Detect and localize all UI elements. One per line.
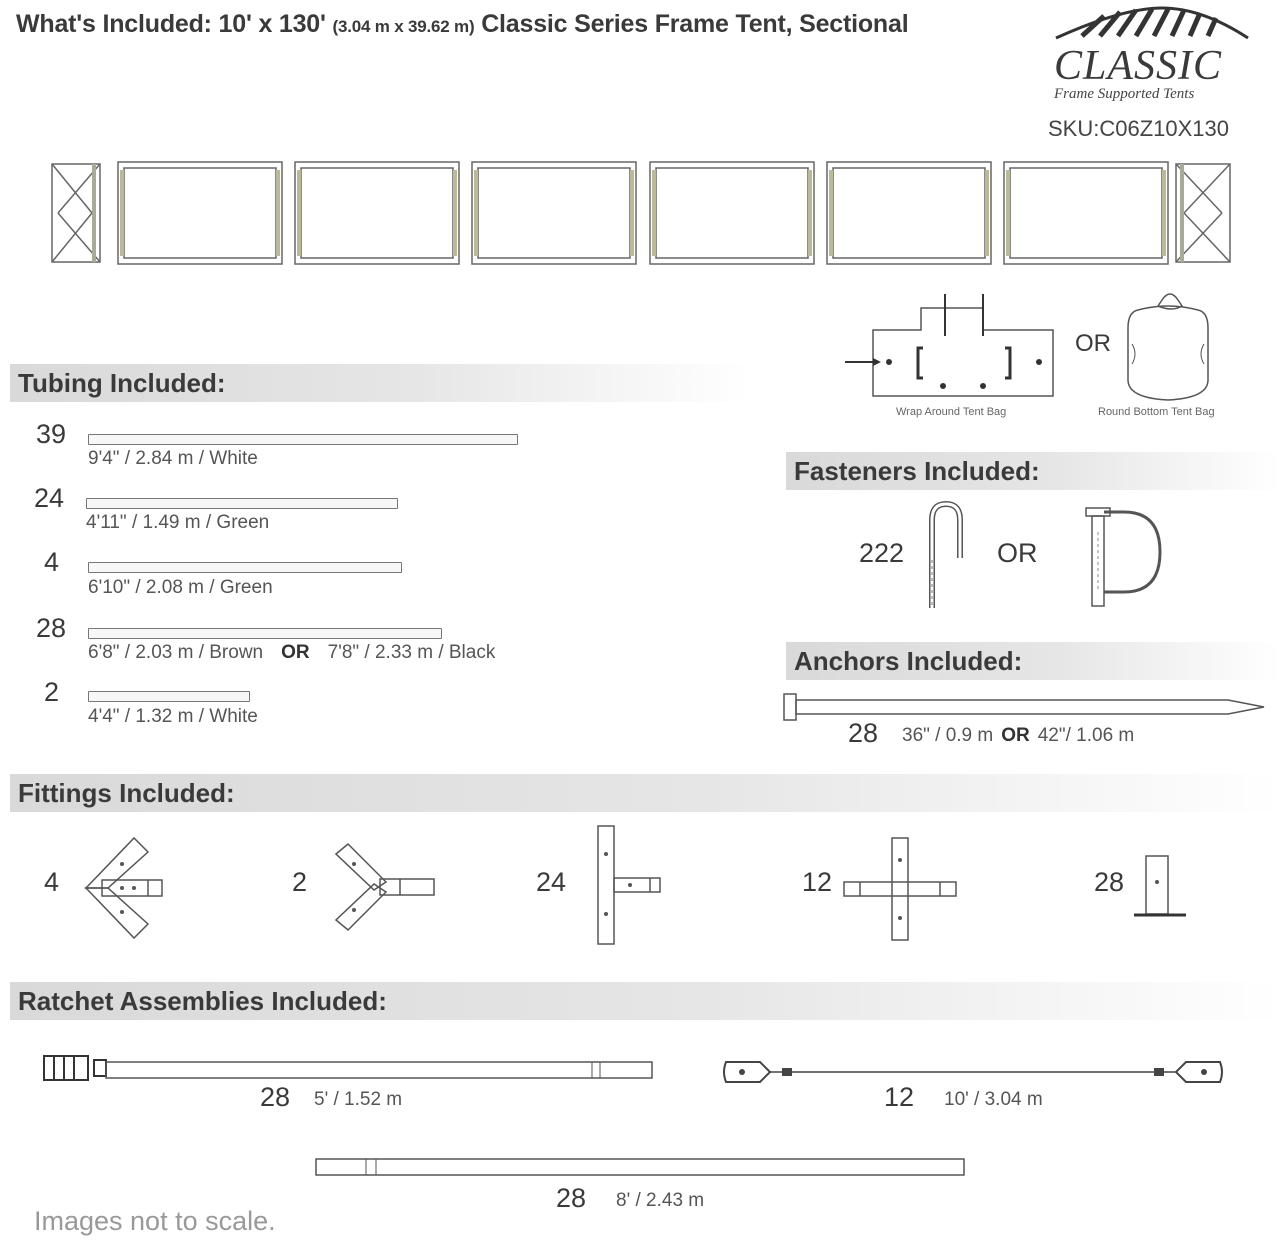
fastener-qty: 222 [859, 538, 905, 568]
tent-logo-icon [1052, 2, 1252, 42]
anchor-sizes: 36" / 0.9 m OR 42"/ 1.06 m [902, 725, 1135, 746]
tent-end-left [52, 164, 100, 262]
tubing-section-header: Tubing Included: [10, 364, 750, 402]
bags-or-label: OR [1075, 330, 1111, 357]
strap-extension-icon [314, 1156, 968, 1180]
ratchets-section-header: Ratchet Assemblies Included: [10, 982, 1280, 1020]
ratchet-qty: 28 [556, 1183, 587, 1213]
page-title: What's Included: 10' x 130' (3.04 m x 39.62 m) Classic Series Frame Tent, Sectional [16, 10, 909, 38]
tube-qty: 24 [34, 483, 65, 513]
fitting-qty: 4 [44, 867, 60, 897]
fitting-qty: 12 [802, 867, 833, 897]
tube-qty: 4 [44, 547, 60, 577]
tube-bar [86, 498, 398, 509]
sku-label: SKU:C06Z10X130 [1048, 116, 1229, 141]
fitting-qty: 2 [292, 867, 308, 897]
ratchet-qty: 12 [884, 1082, 915, 1112]
lynch-pin-icon [1078, 502, 1168, 610]
round-bottom-bag-icon [1122, 288, 1214, 406]
tee-fitting-icon [594, 824, 664, 948]
tube-desc: 6'8" / 2.03 m / Brown OR 7'8" / 2.33 m / Black [88, 642, 496, 663]
fitting-qty: 28 [1094, 867, 1125, 897]
tent-end-right [1176, 164, 1230, 262]
ratchet-qty: 28 [260, 1082, 291, 1112]
j-hook-pin-icon [922, 500, 970, 612]
fitting-qty: 24 [536, 867, 567, 897]
tube-qty: 39 [36, 419, 67, 449]
tube-desc: 9'4" / 2.84 m / White [88, 448, 258, 469]
cable-assembly-icon [720, 1054, 1226, 1088]
tube-qty: 28 [36, 613, 67, 643]
logo-tagline: Frame Supported Tents [1054, 86, 1195, 102]
tube-desc: 4'11" / 1.49 m / Green [86, 512, 270, 533]
fittings-section-header: Fittings Included: [10, 774, 1280, 812]
fasteners-section-header: Fasteners Included: [786, 452, 1280, 490]
cross-fitting-icon [840, 836, 960, 942]
tube-desc: 4'4" / 1.32 m / White [88, 706, 258, 727]
tube-desc: 6'10" / 2.08 m / Green [88, 577, 273, 598]
anchor-qty: 28 [848, 718, 879, 748]
ratchet-size: 8' / 2.43 m [616, 1190, 705, 1211]
tube-bar [88, 628, 442, 639]
footplate-fitting-icon [1130, 852, 1190, 922]
anchors-section-header: Anchors Included: [786, 642, 1280, 680]
ratchet-size: 5' / 1.52 m [314, 1089, 403, 1110]
tube-bar [88, 691, 250, 702]
wrap-around-bag-icon [843, 292, 1058, 404]
tube-bar [88, 562, 402, 573]
tube-bar [88, 434, 518, 445]
logo-wordmark: CLASSIC [1054, 43, 1223, 89]
ratchet-size: 10' / 3.04 m [944, 1089, 1043, 1110]
wrap-bag-caption: Wrap Around Tent Bag [896, 406, 1007, 418]
tent-plan-diagram [0, 150, 1280, 280]
arrow-fitting-icon [82, 836, 168, 940]
ratchet-strap-icon [40, 1050, 656, 1086]
y-fitting-icon [334, 842, 438, 932]
fasteners-or-label: OR [997, 538, 1038, 568]
round-bag-caption: Round Bottom Tent Bag [1098, 406, 1215, 418]
tube-qty: 2 [44, 677, 60, 707]
scale-disclaimer: Images not to scale. [34, 1206, 276, 1236]
